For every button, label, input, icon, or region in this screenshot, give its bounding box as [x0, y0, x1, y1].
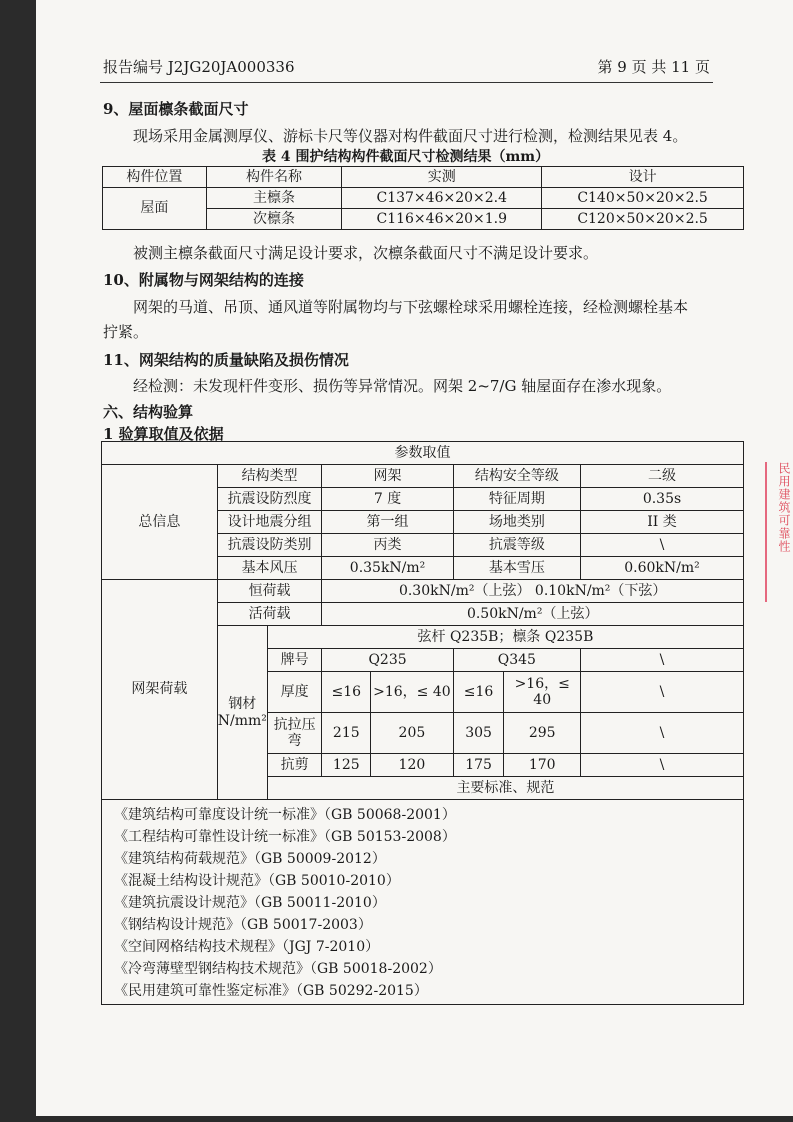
table-4-caption: 表 4 围护结构构件截面尺寸检测结果（mm） — [262, 149, 550, 165]
steel-grade: 弦杆 Q235B；檩条 Q235B — [267, 626, 743, 649]
parameters-table — [101, 441, 744, 1005]
section-10-heading: 10、附属物与网架结构的连接 — [103, 271, 304, 289]
table-row — [102, 800, 744, 1005]
section-9-conclusion: 被测主檩条截面尺寸满足设计要求，次檩条截面尺寸不满足设计要求。 — [133, 244, 599, 262]
standards-title: 主要标准、规范 — [267, 777, 743, 800]
table-row — [102, 580, 744, 603]
standard-item: 《混凝土结构设计规范》（GB 50010-2010） — [114, 873, 400, 889]
param-label: 特征周期 — [453, 488, 580, 511]
shear-label: 抗剪 — [267, 754, 322, 777]
param-label: 结构类型 — [217, 465, 322, 488]
page-header — [103, 56, 710, 78]
table-cell: >16，≤ 40 — [504, 672, 581, 713]
param-value: 二级 — [581, 465, 744, 488]
grid-load-label: 网架荷载 — [102, 580, 218, 800]
section-10-paragraph: 网架的马道、吊顶、通风道等附属物均与下弦螺栓球采用螺栓连接，经检测螺栓基本 — [133, 298, 689, 316]
table-cell: C120×50×20×2.5 — [542, 209, 744, 230]
param-value: 0.60kN/m² — [581, 557, 744, 580]
dead-load-value: 0.30kN/m²（上弦） 0.10kN/m²（下弦） — [322, 580, 744, 603]
table-cell: ≤16 — [453, 672, 504, 713]
table-header-cell: 构件位置 — [103, 167, 207, 188]
table-cell: 170 — [504, 754, 581, 777]
standard-item: 《建筑抗震设计规范》（GB 50011-2010） — [114, 895, 386, 911]
location-cell: 屋面 — [103, 188, 207, 230]
param-value: \ — [581, 534, 744, 557]
table-header-cell: 构件名称 — [206, 167, 342, 188]
standard-item: 《冷弯薄壁型钢结构技术规范》（GB 50018-2002） — [114, 961, 442, 977]
table-cell: C116×46×20×1.9 — [342, 209, 542, 230]
scan-bottom-edge — [0, 1116, 793, 1122]
param-label: 设计地震分组 — [217, 511, 322, 534]
live-load-value: 0.50kN/m²（上弦） — [322, 603, 744, 626]
param-label: 基本雪压 — [453, 557, 580, 580]
table-cell: 205 — [371, 713, 454, 754]
section-11-paragraph: 经检测：未发现杆件变形、损伤等异常情况。网架 2~7/G 轴屋面存在渗水现象。 — [133, 377, 672, 395]
section-9-heading: 9、屋面檩条截面尺寸 — [103, 100, 249, 118]
param-label: 基本风压 — [217, 557, 322, 580]
section-9-paragraph: 现场采用金属测厚仪、游标卡尺等仪器对构件截面尺寸进行检测，检测结果见表 4。 — [133, 127, 688, 145]
table-cell: C140×50×20×2.5 — [542, 188, 744, 209]
table-cell: 120 — [371, 754, 454, 777]
param-label: 抗震设防类别 — [217, 534, 322, 557]
section-6-subheading: 1 验算取值及依据 — [103, 425, 224, 443]
table-row — [102, 465, 744, 488]
seal-stamp-edge: 民用建筑可靠性 — [765, 462, 793, 602]
section-10-paragraph-cont: 拧紧。 — [103, 323, 149, 341]
param-label: 抗震等级 — [453, 534, 580, 557]
table-cell: >16，≤ 40 — [371, 672, 454, 713]
header-rule — [100, 82, 713, 83]
table-cell: 295 — [504, 713, 581, 754]
standard-item: 《空间网格结构技术规程》（JGJ 7-2010） — [114, 939, 380, 955]
table-cell: 次檩条 — [206, 209, 342, 230]
param-label: 场地类别 — [453, 511, 580, 534]
brand-q235: Q235 — [322, 649, 453, 672]
param-value: 丙类 — [322, 534, 453, 557]
table-cell: \ — [581, 713, 744, 754]
live-load-label: 活荷载 — [217, 603, 322, 626]
page-number: 第 9 页 共 11 页 — [597, 58, 710, 76]
table-cell: 215 — [322, 713, 371, 754]
table-row — [103, 167, 744, 188]
brand-q345: Q345 — [453, 649, 580, 672]
table-cell: 305 — [453, 713, 504, 754]
standard-item: 《工程结构可靠性设计统一标准》（GB 50153-2008） — [114, 829, 456, 845]
table-header-cell: 设计 — [542, 167, 744, 188]
section-11-heading: 11、网架结构的质量缺陷及损伤情况 — [103, 351, 349, 369]
table-cell: C137×46×20×2.4 — [342, 188, 542, 209]
table-header-cell: 实测 — [342, 167, 542, 188]
param-value: 0.35kN/m² — [322, 557, 453, 580]
table-cell: 125 — [322, 754, 371, 777]
standard-item: 《民用建筑可靠性鉴定标准》（GB 50292-2015） — [114, 983, 428, 999]
steel-label: 钢材 N/mm² — [217, 626, 267, 800]
param-value: 第一组 — [322, 511, 453, 534]
param-label: 结构安全等级 — [453, 465, 580, 488]
scan-binding-edge — [0, 0, 36, 1122]
parameters-title: 参数取值 — [102, 442, 744, 465]
standard-item: 《建筑结构可靠度设计统一标准》（GB 50068-2001） — [114, 807, 456, 823]
table-cell: ≤16 — [322, 672, 371, 713]
standard-item: 《钢结构设计规范》（GB 50017-2003） — [114, 917, 372, 933]
param-value: 网架 — [322, 465, 453, 488]
param-label: 抗震设防烈度 — [217, 488, 322, 511]
table-row — [102, 442, 744, 465]
param-value: 7 度 — [322, 488, 453, 511]
table-cell: 175 — [453, 754, 504, 777]
thickness-label: 厚度 — [267, 672, 322, 713]
standards-list — [102, 800, 744, 1005]
table-cell: \ — [581, 672, 744, 713]
brand-other: \ — [581, 649, 744, 672]
report-number: 报告编号 J2JG20JA000336 — [103, 58, 295, 76]
table-4 — [102, 166, 744, 230]
table-cell: 主檩条 — [206, 188, 342, 209]
tension-label: 抗拉压弯 — [267, 713, 322, 754]
dead-load-label: 恒荷载 — [217, 580, 322, 603]
table-cell: \ — [581, 754, 744, 777]
general-info-label: 总信息 — [102, 465, 218, 580]
section-6-heading: 六、结构验算 — [103, 403, 194, 421]
param-value: 0.35s — [581, 488, 744, 511]
table-row — [103, 188, 744, 209]
param-value: II 类 — [581, 511, 744, 534]
brand-label: 牌号 — [267, 649, 322, 672]
standard-item: 《建筑结构荷载规范》（GB 50009-2012） — [114, 851, 386, 867]
